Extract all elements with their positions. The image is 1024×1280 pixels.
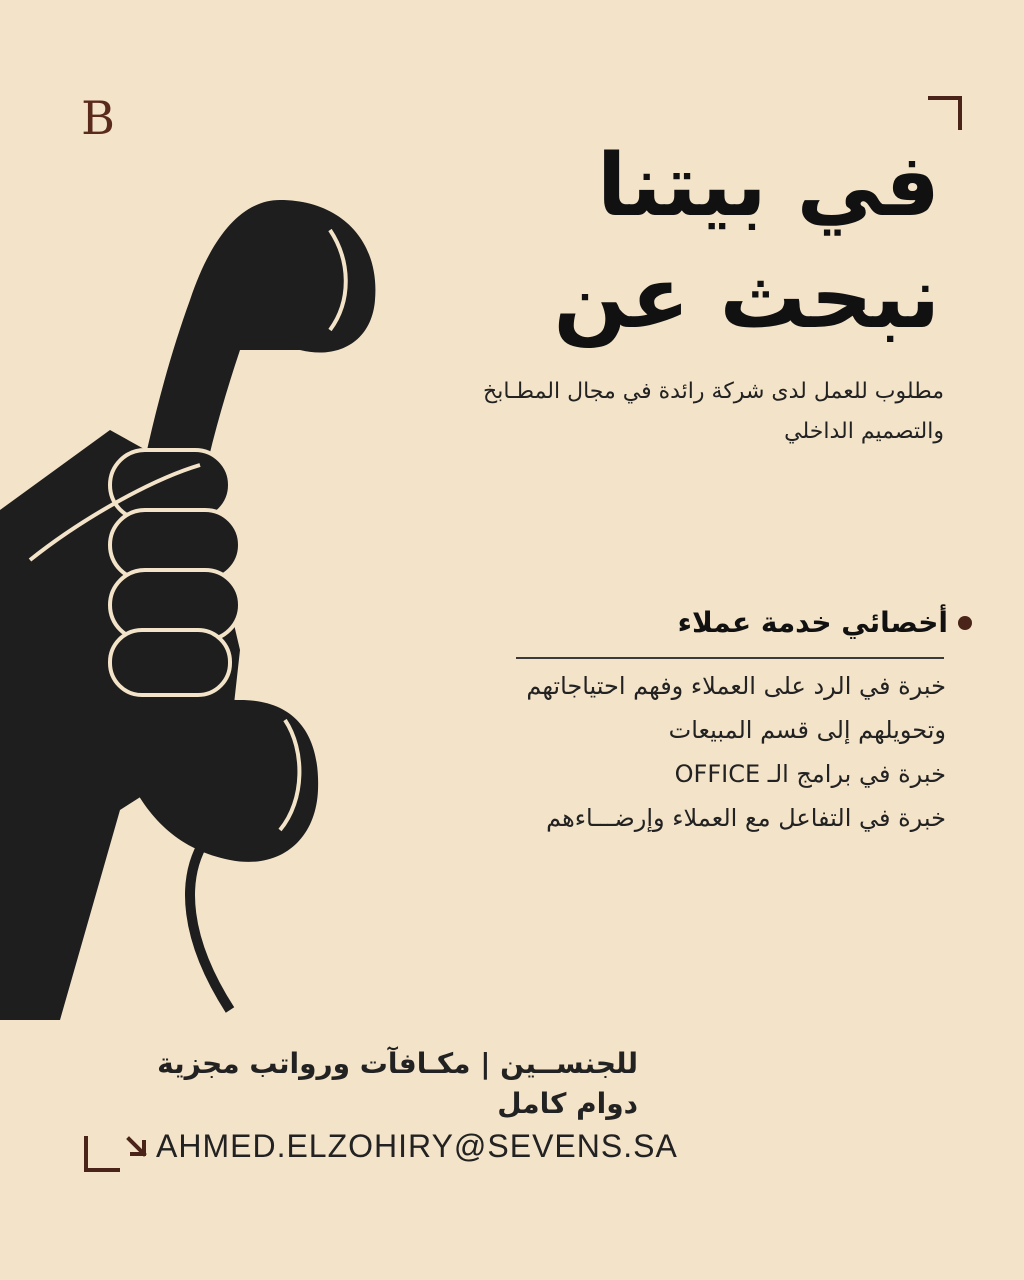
contact-email-row[interactable] — [126, 1128, 678, 1165]
contact-email[interactable]: AHMED.ELZOHIRY@SEVENS.SA — [156, 1128, 678, 1164]
benefits — [118, 1044, 638, 1124]
job-description-line-2: والتصميم الداخلي — [784, 419, 944, 444]
corner-bracket-top-right — [928, 96, 962, 130]
headline — [460, 130, 940, 354]
hand-holding-phone-illustration — [0, 180, 400, 1020]
fingers — [110, 450, 240, 695]
requirements-list — [506, 664, 946, 840]
phone-cord — [190, 840, 230, 1010]
headline-line-2: نبحث عن — [553, 248, 940, 348]
logo-letter: B — [81, 91, 115, 145]
work-type-line: دوام كامل — [497, 1087, 638, 1120]
role-title: أخصائي خدمة عملاء — [677, 606, 948, 639]
role-heading — [612, 606, 972, 639]
job-description — [444, 372, 944, 452]
requirement-item: خبرة في برامج الـ OFFICE — [674, 760, 946, 788]
corner-bracket-bottom-left — [84, 1136, 120, 1172]
job-description-line-1: مطلوب للعمل لدى شركة رائدة في مجال المطـابخ — [483, 379, 944, 404]
bullet-icon — [958, 616, 972, 630]
role-divider — [516, 657, 944, 659]
headline-line-1: في بيتنا — [596, 136, 940, 236]
requirement-item: وتحويلهم إلى قسم المبيعات — [668, 716, 946, 744]
requirement-item: خبرة في التفاعل مع العملاء وإرضـــاءهم — [546, 804, 946, 832]
brand-logo — [74, 88, 122, 148]
requirement-item: خبرة في الرد على العملاء وفهم احتياجاتهم — [526, 672, 946, 700]
benefits-line: للجنســين | مكـافآت ورواتب مجزية — [157, 1047, 638, 1080]
arrow-down-right-icon — [126, 1136, 148, 1158]
